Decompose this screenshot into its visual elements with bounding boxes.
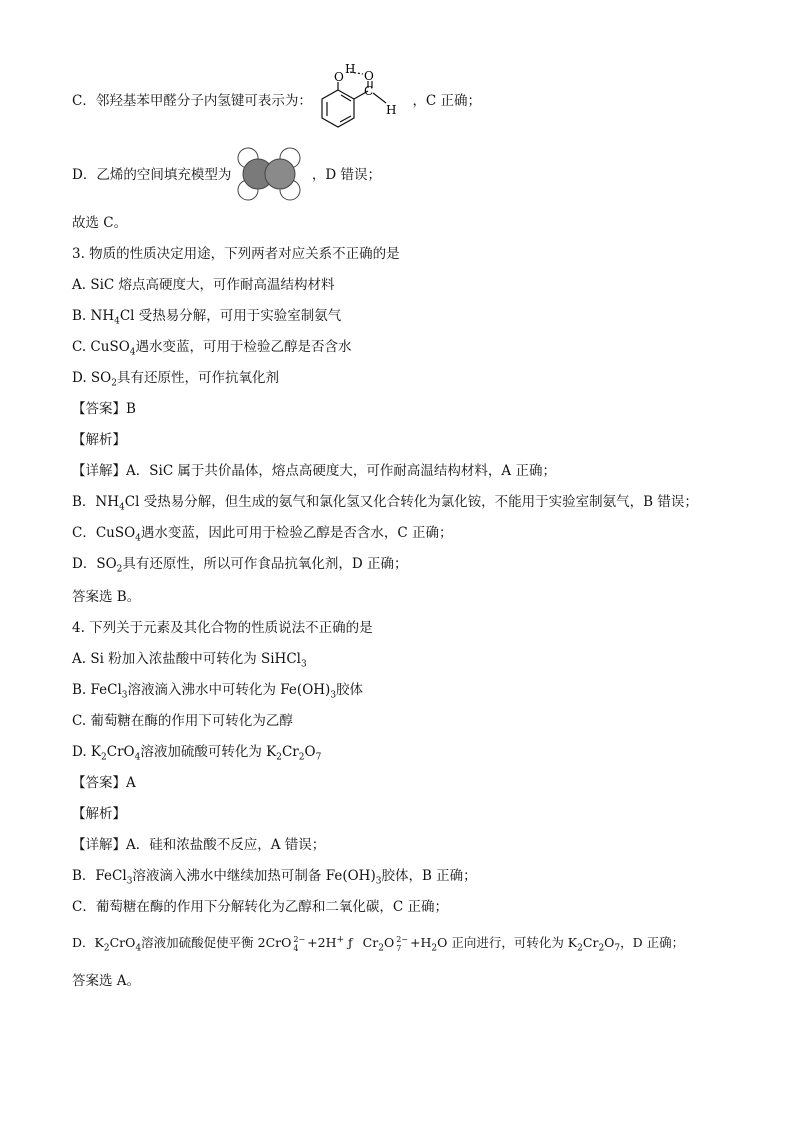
- q4-option-b: B. FeCl$_3$溶液滴入沸水中可转化为 $Fe(OH)_3$胶体: [72, 682, 364, 701]
- q3-option-a: A. SiC 熔点高硬度大，可作耐高温结构材料: [72, 277, 335, 293]
- q3-answer: 【答案】B: [72, 401, 136, 417]
- o2-label: O: [364, 69, 374, 83]
- q3-detail-c: C．CuSO$_4$遇水变蓝，因此可用于检验乙醇是否含水，C 正确；: [72, 525, 453, 544]
- q4-detail-b: B．FeCl$_3$溶液滴入沸水中继续加热可制备 $Fe(OH)_3$胶体，B 正确；: [72, 868, 477, 887]
- q3-title: 3. 物质的性质决定用途，下列两者对应关系不正确的是: [72, 246, 400, 262]
- salicylaldehyde-structure: [318, 60, 414, 136]
- ethylene-space-filling-model: [236, 144, 302, 204]
- q4-detail-c: C．葡萄糖在酶的作用下分解转化为乙醇和二氧化碳，C 正确；: [72, 899, 448, 915]
- q4-detail-a: 【详解】A．硅和浓盐酸不反应，A 错误；: [72, 837, 326, 853]
- q4-answer: 【答案】A: [72, 775, 136, 791]
- q4-analysis-heading: 【解析】: [72, 806, 126, 822]
- q3-detail-d: D．$SO_2$具有还原性，所以可作食品抗氧化剂，D 正确；: [72, 556, 408, 575]
- option-d-previous: D．乙烯的空间填充模型为 ，D 错误；: [72, 167, 382, 183]
- q3-conclusion: 答案选 B。: [72, 589, 141, 605]
- q4-option-c: C. 葡萄糖在酶的作用下可转化为乙醇: [72, 713, 293, 729]
- q3-option-d: D. $SO_2$具有还原性，可作抗氧化剂: [72, 370, 279, 389]
- q4-option-d: D. $K_2CrO_4$溶液加硫酸可转化为 $K_2Cr_2O_7$: [72, 744, 322, 763]
- q3-detail-a: 【详解】A．SiC 属于共价晶体，熔点高硬度大，可作耐高温结构材料，A 正确；: [72, 463, 556, 479]
- q4-title: 4. 下列关于元素及其化合物的性质说法不正确的是: [72, 620, 373, 636]
- q3-option-c: C. CuSO$_4$遇水变蓝，可用于检验乙醇是否含水: [72, 339, 352, 358]
- option-c-previous: C．邻羟基苯甲醛分子内氢键可表示为： ，C 正确；: [72, 93, 482, 109]
- c-label: C: [364, 84, 374, 98]
- q3-analysis-heading: 【解析】: [72, 432, 126, 448]
- q3-detail-b: B．$NH_4Cl$ 受热易分解，但生成的氨气和氯化氢又化合转化为氯化铵，不能用于实验室制氨气，B 错误；: [72, 494, 698, 513]
- q4-conclusion: 答案选 A。: [72, 973, 141, 989]
- h-label: H: [345, 62, 356, 76]
- conclusion-previous: 故选 C。: [72, 215, 128, 231]
- q4-detail-d: D．$K_2CrO_4$溶液加硫酸促使平衡 2CrO 2− 4 +2H+ ƒ $Cr_2O$ 2− 7 $+H_2O$ 正向进行，可转化为 $K_2Cr_2O_7$，D 正确；: [72, 934, 685, 954]
- h2-label: H: [386, 103, 397, 117]
- o-label: O: [334, 70, 344, 84]
- q3-option-b: B. $NH_4Cl$ 受热易分解，可用于实验室制氨气: [72, 308, 342, 327]
- q4-option-a: A. Si 粉加入浓盐酸中可转化为 SiHCl$_3$: [72, 651, 307, 670]
